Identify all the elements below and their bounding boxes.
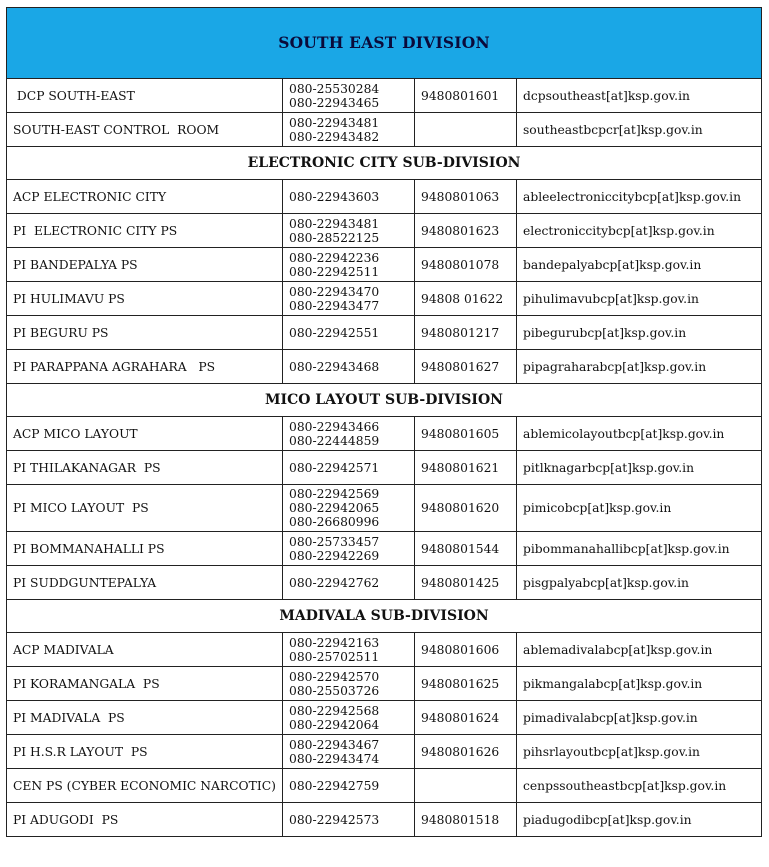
email-address: ablemadivalabcp[at]ksp.gov.in [517,633,762,667]
landline-number: 080-22943482 [289,129,380,144]
landline-numbers [283,282,415,316]
landline-number: 080-22943474 [289,751,380,766]
table-row [7,532,762,566]
office-name: PI BOMMANAHALLI PS [7,532,283,566]
landline-number: 080-26680996 [289,515,380,529]
email-address: pitlknagarbcp[at]ksp.gov.in [517,451,762,485]
section-heading-row [7,600,762,633]
office-name: PI ELECTRONIC CITY PS [7,214,283,248]
office-name: PI ADUGODI PS [7,803,283,837]
landline-number: 080-22942064 [289,717,380,732]
landline-number: 080-25503726 [289,683,380,698]
landline-number: 080-25733457 [289,534,380,549]
email-address: pikmangalabcp[at]ksp.gov.in [517,667,762,701]
landline-number: 080-22942236 [289,250,380,265]
office-name: PI KORAMANGALA PS [7,667,283,701]
directory-table [6,7,762,837]
table-row [7,79,762,113]
office-name: PI THILAKANAGAR PS [7,451,283,485]
mobile-number: 9480801620 [415,485,517,532]
office-name: ACP ELECTRONIC CITY [7,180,283,214]
office-name: PI HULIMAVU PS [7,282,283,316]
email-address: dcpsoutheast[at]ksp.gov.in [517,79,762,113]
table-row [7,485,762,532]
email-address: pibommanahallibcp[at]ksp.gov.in [517,532,762,566]
mobile-number [415,769,517,803]
office-name: PI BEGURU PS [7,316,283,350]
email-address: pibegurubcp[at]ksp.gov.in [517,316,762,350]
landline-number: 080-22943481 [289,115,380,130]
landline-numbers [283,485,415,532]
landline-number: 080-22942571 [289,460,380,475]
mobile-number: 9480801625 [415,667,517,701]
landline-number: 080-22943470 [289,284,380,299]
mobile-number: 9480801624 [415,701,517,735]
table-row [7,214,762,248]
mobile-number: 9480801621 [415,451,517,485]
mobile-number: 9480801063 [415,180,517,214]
landline-numbers [283,633,415,667]
division-title: SOUTH EAST DIVISION [7,8,762,79]
table-row [7,566,762,600]
landline-number: 080-22943477 [289,298,380,313]
office-name: PI MADIVALA PS [7,701,283,735]
email-address: pimadivalabcp[at]ksp.gov.in [517,701,762,735]
landline-number: 080-25702511 [289,649,380,664]
landline-numbers [283,417,415,451]
mobile-number: 9480801605 [415,417,517,451]
office-name: PI SUDDGUNTEPALYA [7,566,283,600]
table-row [7,316,762,350]
mobile-number [415,113,517,147]
mobile-number: 94808 01622 [415,282,517,316]
mobile-number: 9480801217 [415,316,517,350]
landline-numbers [283,350,415,384]
email-address: cenpssoutheastbcp[at]ksp.gov.in [517,769,762,803]
landline-number: 080-22943466 [289,419,380,434]
section-heading-row [7,147,762,180]
landline-number: 080-22943603 [289,189,380,204]
table-row [7,667,762,701]
table-row [7,633,762,667]
email-address: pihulimavubcp[at]ksp.gov.in [517,282,762,316]
landline-numbers [283,248,415,282]
office-name: ACP MADIVALA [7,633,283,667]
landline-numbers [283,701,415,735]
landline-number: 080-22942163 [289,635,380,650]
landline-number: 080-22942568 [289,703,380,718]
landline-numbers [283,79,415,113]
landline-number: 080-22942065 [289,501,380,515]
table-row [7,248,762,282]
office-name: SOUTH-EAST CONTROL ROOM [7,113,283,147]
mobile-number: 9480801518 [415,803,517,837]
table-row [7,803,762,837]
table-row [7,113,762,147]
email-address: electroniccitybcp[at]ksp.gov.in [517,214,762,248]
email-address: pisgpalyabcp[at]ksp.gov.in [517,566,762,600]
landline-numbers [283,316,415,350]
landline-number: 080-25530284 [289,81,380,96]
landline-number: 080-22942269 [289,548,380,563]
mobile-number: 9480801626 [415,735,517,769]
office-name: ACP MICO LAYOUT [7,417,283,451]
table-row [7,180,762,214]
landline-number: 080-22942570 [289,669,380,684]
office-name: PI BANDEPALYA PS [7,248,283,282]
landline-number: 080-22942762 [289,575,380,590]
landline-numbers [283,735,415,769]
table-row [7,417,762,451]
office-name: DCP SOUTH-EAST [7,79,283,113]
landline-numbers [283,451,415,485]
title-row [7,8,762,79]
landline-number: 080-22444859 [289,433,380,448]
table-row [7,701,762,735]
landline-numbers [283,180,415,214]
landline-number: 080-22943467 [289,737,380,752]
landline-numbers [283,769,415,803]
email-address: ablemicolayoutbcp[at]ksp.gov.in [517,417,762,451]
landline-number: 080-22943465 [289,95,380,110]
landline-numbers [283,803,415,837]
email-address: piadugodibcp[at]ksp.gov.in [517,803,762,837]
mobile-number: 9480801606 [415,633,517,667]
mobile-number: 9480801601 [415,79,517,113]
table-row [7,451,762,485]
mobile-number: 9480801627 [415,350,517,384]
landline-number: 080-22942759 [289,778,380,793]
table-row [7,282,762,316]
landline-number: 080-22942551 [289,325,380,340]
section-heading: ELECTRONIC CITY SUB-DIVISION [7,147,762,180]
landline-numbers [283,532,415,566]
mobile-number: 9480801078 [415,248,517,282]
landline-number: 080-22942573 [289,812,380,827]
office-name: PI H.S.R LAYOUT PS [7,735,283,769]
landline-numbers [283,214,415,248]
table-row [7,769,762,803]
mobile-number: 9480801425 [415,566,517,600]
mobile-number: 9480801623 [415,214,517,248]
landline-numbers [283,667,415,701]
table-row [7,350,762,384]
email-address: pipagraharabcp[at]ksp.gov.in [517,350,762,384]
email-address: pimicobcp[at]ksp.gov.in [517,485,762,532]
mobile-number: 9480801544 [415,532,517,566]
office-name: CEN PS (CYBER ECONOMIC NARCOTIC) [7,769,283,803]
email-address: bandepalyabcp[at]ksp.gov.in [517,248,762,282]
email-address: pihsrlayoutbcp[at]ksp.gov.in [517,735,762,769]
section-heading: MADIVALA SUB-DIVISION [7,600,762,633]
table-row [7,735,762,769]
section-heading: MICO LAYOUT SUB-DIVISION [7,384,762,417]
landline-numbers [283,113,415,147]
office-name: PI PARAPPANA AGRAHARA PS [7,350,283,384]
landline-number: 080-22942569 [289,487,380,501]
email-address: ableelectroniccitybcp[at]ksp.gov.in [517,180,762,214]
office-name: PI MICO LAYOUT PS [7,485,283,532]
landline-numbers [283,566,415,600]
landline-number: 080-22943481 [289,216,380,231]
landline-number: 080-28522125 [289,230,380,245]
directory-table-body [7,8,762,837]
landline-number: 080-22943468 [289,359,380,374]
landline-number: 080-22942511 [289,264,380,279]
email-address: southeastbcpcr[at]ksp.gov.in [517,113,762,147]
section-heading-row [7,384,762,417]
